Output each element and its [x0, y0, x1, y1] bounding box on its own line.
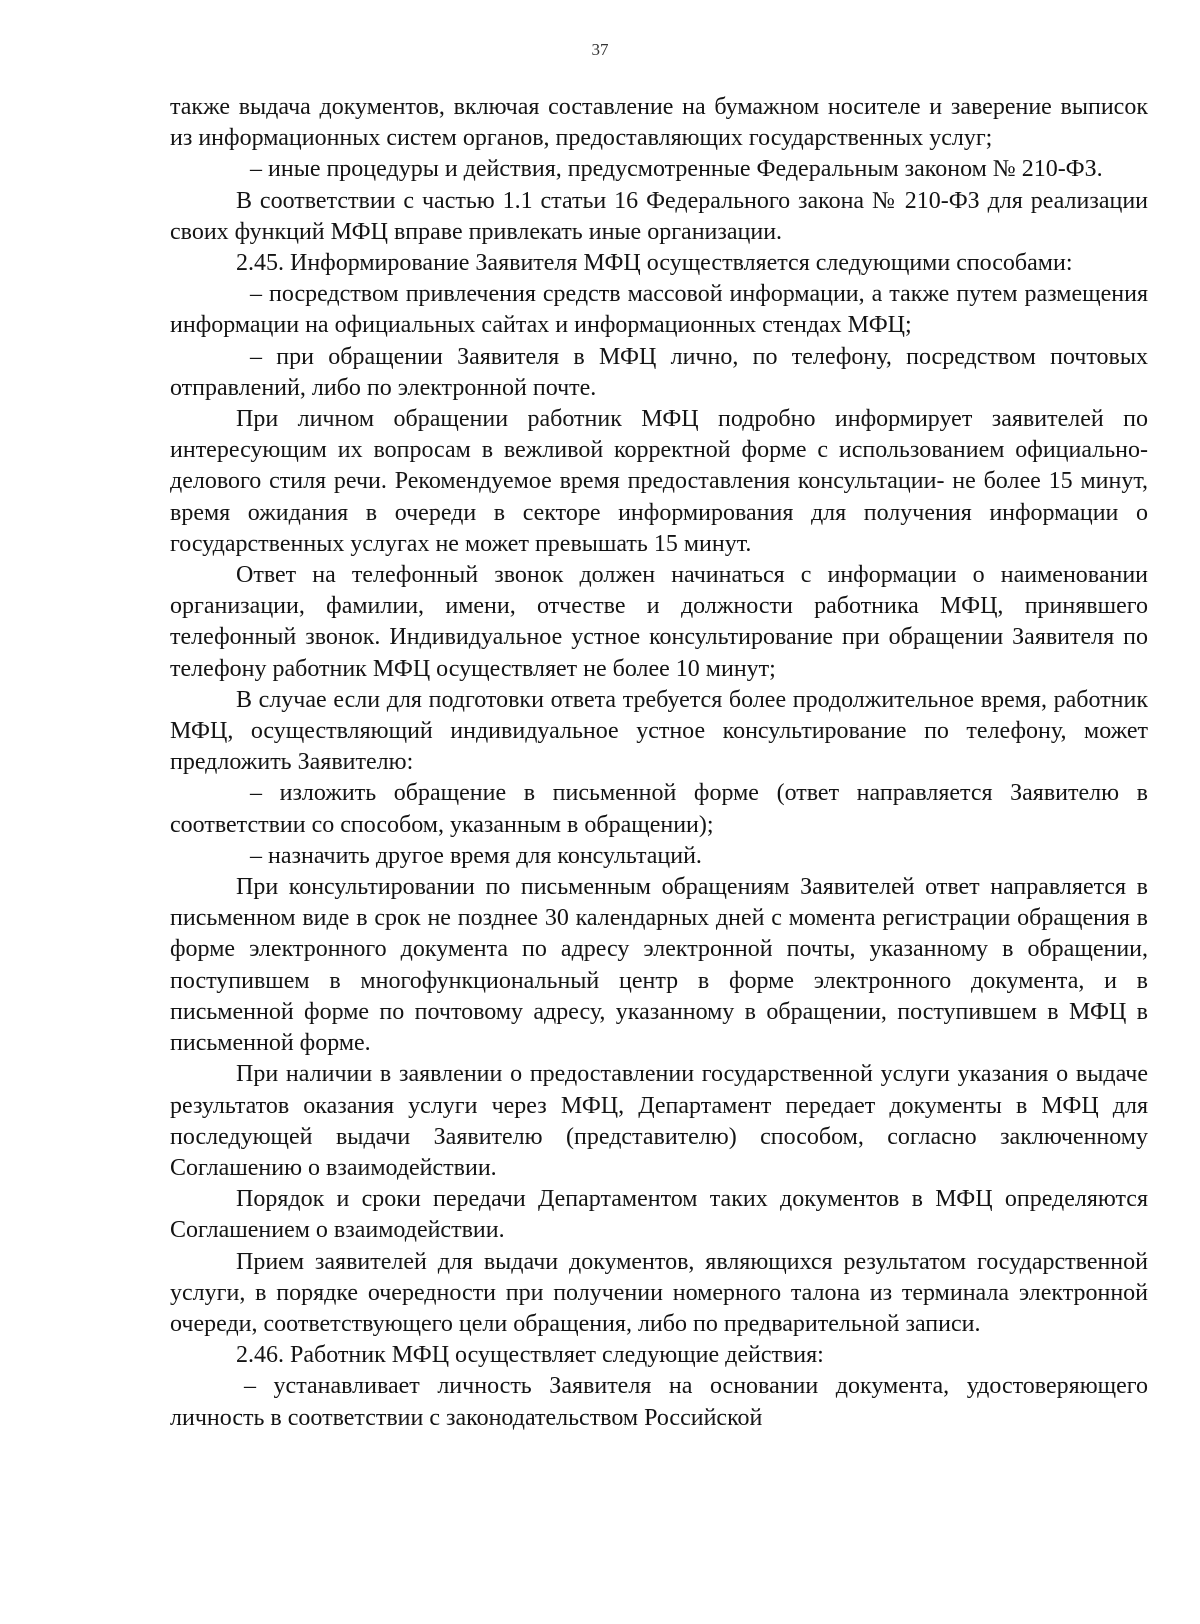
paragraph: Порядок и сроки передачи Департаментом таких документов в МФЦ определяются Соглашением о взаимодействии. — [170, 1186, 1148, 1244]
document-body — [170, 92, 1148, 1434]
list-item: – иные процедуры и действия, предусмотренные Федеральным законом № 210-ФЗ. — [250, 156, 1103, 183]
section-heading-paragraph: 2.46. Работник МФЦ осуществляет следующие действия: — [236, 1342, 824, 1369]
paragraph: также выдача документов, включая составление на бумажном носителе и заверение выписок из информационных систем органов, предоставляющих государственных услуг; — [170, 94, 1148, 152]
section-heading-paragraph: 2.45. Информирование Заявителя МФЦ осуществляется следующими способами: — [236, 250, 1073, 277]
paragraph: В случае если для подготовки ответа требуется более продолжительное время, работник МФЦ, осуществляющий индивидуальное устное консультирование по телефону, может предложить Заявителю: — [170, 686, 1148, 776]
paragraph: При консультировании по письменным обращениям Заявителей ответ направляется в письменном виде в срок не позднее 30 календарных дней с момента регистрации обращения в форме электронного документа по адресу электронной почты, указанному в обращении, поступившем в многофункциональный центр в форме электронного документа, и в письменной форме по почтовому адресу, указанному в обращении, поступившем в МФЦ в письменной форме. — [170, 874, 1148, 1057]
list-item: – изложить обращение в письменной форме (ответ направляется Заявителю в соответствии со способом, указанным в обращении); — [170, 780, 1148, 838]
page-number: 37 — [591, 40, 609, 59]
paragraph: При личном обращении работник МФЦ подробно информирует заявителей по интересующим их вопросам в вежливой корректной форме с использованием официально-делового стиля речи. Рекомендуемое время предоставления консультации- не более 15 минут, время ожидания в очереди в секторе информирования для получения информации о государственных услугах не может превышать 15 минут. — [170, 406, 1148, 557]
paragraph: В соответствии с частью 1.1 статьи 16 Федерального закона № 210-ФЗ для реализации своих функций МФЦ вправе привлекать иные организации. — [170, 187, 1148, 245]
paragraph: Прием заявителей для выдачи документов, являющихся результатом государственной услуги, в порядке очередности при получении номерного талона из терминала электронной очереди, соответствующего цели обращения, либо по предварительной записи. — [170, 1248, 1148, 1337]
paragraph: При наличии в заявлении о предоставлении государственной услуги указания о выдаче результатов оказания услуги через МФЦ, Департамент передает документы в МФЦ для последующей выдачи Заявителю (представителю) способом, согласно заключенному Соглашению о взаимодействии. — [170, 1061, 1148, 1181]
list-item: – посредством привлечения средств массовой информации, а также путем размещения информации на официальных сайтах и информационных стендах МФЦ; — [170, 281, 1148, 339]
list-item: – устанавливает личность Заявителя на основании документа, удостоверяющего личность в соответствии с законодательством Российской — [170, 1373, 1148, 1431]
list-item: – при обращении Заявителя в МФЦ лично, по телефону, посредством почтовых отправлений, либо по электронной почте. — [170, 343, 1148, 401]
list-item: – назначить другое время для консультаций. — [250, 842, 702, 869]
paragraph: Ответ на телефонный звонок должен начинаться с информации о наименовании организации, фамилии, имени, отчестве и должности работника МФЦ, принявшего телефонный звонок. Индивидуальное устное консультирование при обращении Заявителя по телефону работник МФЦ осуществляет не более 10 минут; — [170, 562, 1148, 682]
